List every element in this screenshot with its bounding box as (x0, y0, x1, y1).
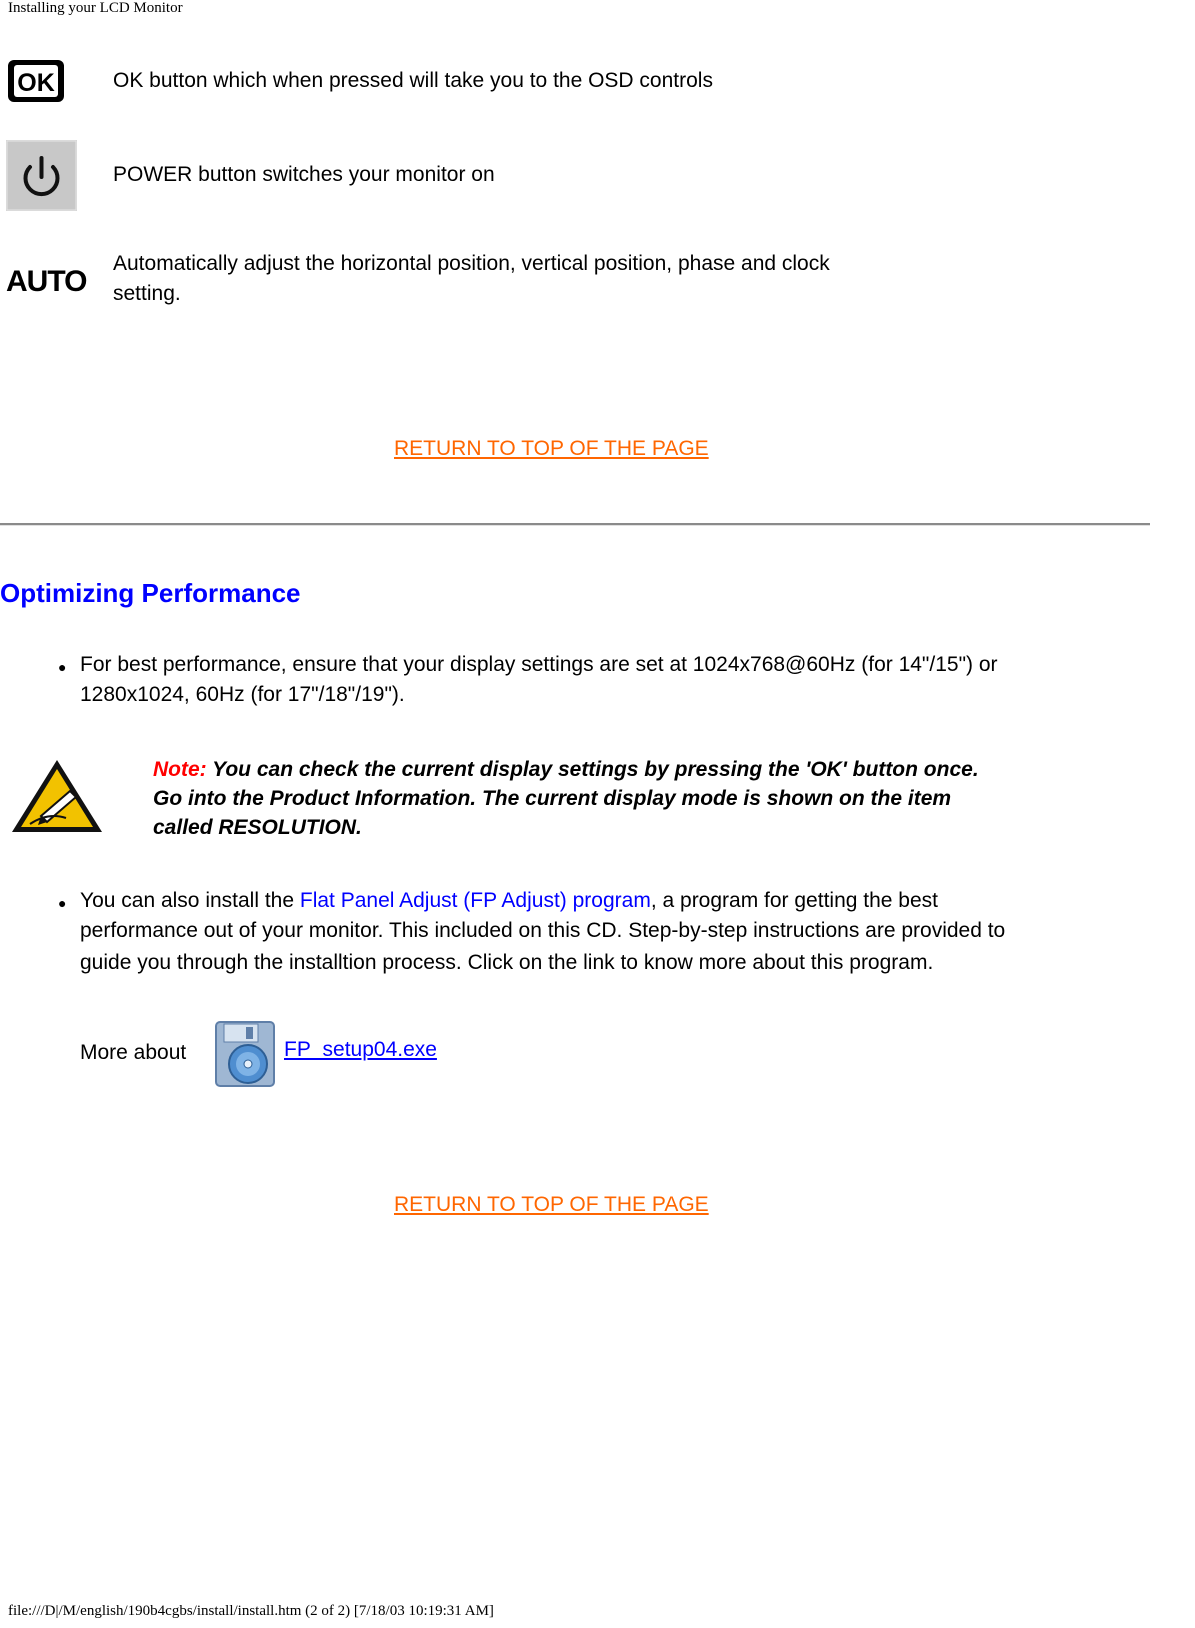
bullet-marker: ● (58, 659, 67, 675)
return-to-top-link[interactable]: RETURN TO TOP OF THE PAGE (394, 437, 709, 460)
power-button-icon (6, 140, 77, 211)
section-title: Optimizing Performance (0, 578, 301, 608)
note-text (153, 755, 979, 842)
fp-adjust-program-link[interactable]: Flat Panel Adjust (FP Adjust) program (299, 889, 651, 912)
bullet2-line3: guide you through the installtion process. Click on the link to know more about this program. (80, 951, 934, 974)
note-line3: called RESOLUTION. (153, 816, 362, 839)
bullet1-line1: For best performance, ensure that your display settings are set at 1024x768@60Hz (for 14"/15") or (80, 653, 998, 676)
bullet2-line2: performance out of your monitor. This included on this CD. Step-by-step instructions are provided to (80, 919, 1006, 942)
return-to-top-link[interactable]: RETURN TO TOP OF THE PAGE (394, 1193, 709, 1216)
note-label: Note: (153, 758, 207, 781)
auto-button-icon (4, 262, 104, 296)
bullet2-prefix: You can also install the (80, 889, 300, 912)
power-button-description: POWER button switches your monitor on (113, 163, 495, 186)
svg-text:OK: OK (17, 69, 55, 97)
svg-text:AUTO: AUTO (6, 265, 87, 296)
bullet1-line2: 1280x1024, 60Hz (for 17"/18"/19"). (80, 683, 405, 706)
bullet-performance-text (80, 650, 998, 710)
ok-button-icon (6, 56, 66, 106)
page-footer-path: file:///D|/M/english/190b4cgbs/install/install.htm (2 of 2) [7/18/03 10:19:31 AM] (8, 1603, 494, 1619)
bullet-fp-adjust-text (80, 886, 1005, 978)
ok-button-description: OK button which when pressed will take you to the OSD controls (113, 69, 713, 92)
auto-description-line1: Automatically adjust the horizontal position, vertical position, phase and clock (113, 252, 830, 275)
note-warning-pencil-icon (8, 756, 106, 838)
bullet-marker: ● (58, 895, 67, 911)
more-about-label: More about (80, 1041, 187, 1064)
auto-button-description (113, 249, 830, 309)
auto-description-line2: setting. (113, 282, 181, 305)
page-header-title: Installing your LCD Monitor (8, 0, 183, 16)
bullet2-suffix: , a program for getting the best (650, 889, 938, 912)
setup-disk-icon[interactable] (214, 1020, 276, 1088)
fp-setup-file-link[interactable]: FP_setup04.exe (284, 1038, 437, 1061)
section-divider (0, 523, 1150, 526)
note-line2: Go into the Product Information. The current display mode is shown on the item (153, 787, 952, 810)
note-line1: You can check the current display settings by pressing the 'OK' button once. (206, 758, 979, 781)
